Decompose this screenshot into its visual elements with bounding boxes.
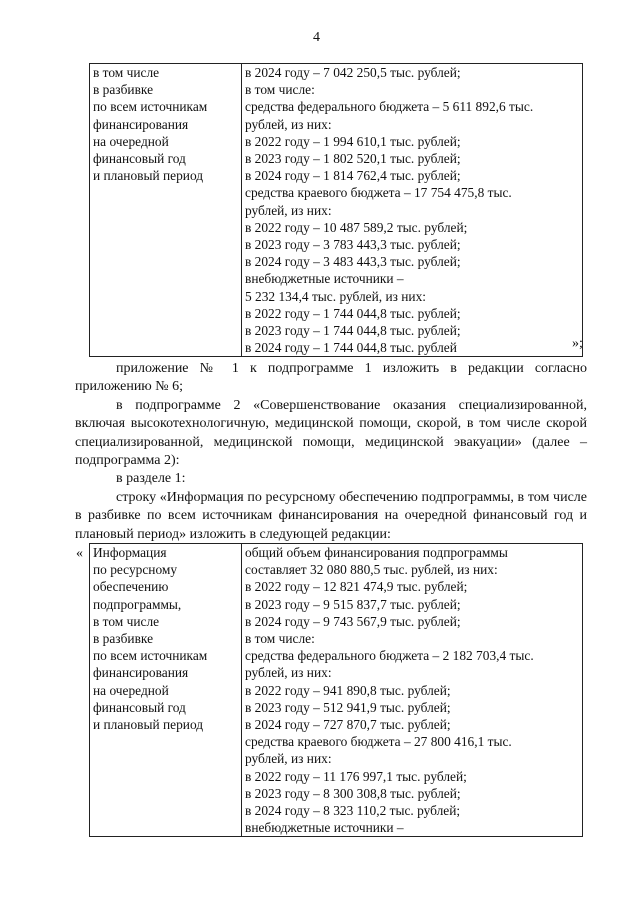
value-line: в 2022 году – 1 744 044,8 тыс. рублей; <box>245 305 461 321</box>
paragraph: в разделе 1: <box>116 471 186 487</box>
value-line: составляет 32 080 880,5 тыс. рублей, из них: <box>245 562 498 578</box>
label-line: финансирования <box>93 116 189 132</box>
value-line: в 2022 году – 941 890,8 тыс. рублей; <box>245 682 451 698</box>
label-line: финансовый год <box>93 151 186 167</box>
label-line: Информация <box>93 545 167 560</box>
table-value-cell <box>242 64 583 357</box>
value-line: рублей, из них: <box>245 665 332 681</box>
label-line: по всем источникам <box>93 648 208 664</box>
value-line: средства федерального бюджета – 5 611 892,6 тыс. <box>245 99 534 115</box>
label-line: в разбивке <box>93 631 154 647</box>
document-body <box>75 360 587 544</box>
value-line: рублей, из них: <box>245 751 332 767</box>
value-line: в 2023 году – 8 300 308,8 тыс. рублей; <box>245 785 461 801</box>
value-line: в 2023 году – 1 802 520,1 тыс. рублей; <box>245 151 461 167</box>
label-line: и плановый период <box>93 717 204 733</box>
label-line: подпрограммы, <box>93 596 182 612</box>
table-row <box>90 64 583 357</box>
opening-quote-mark: « <box>76 546 83 561</box>
value-line: 5 232 134,4 тыс. рублей, из них: <box>245 288 426 304</box>
value-line: в 2023 году – 3 783 443,3 тыс. рублей; <box>245 237 461 253</box>
value-line: в том числе: <box>245 82 315 98</box>
table-row <box>90 544 583 837</box>
value-line: средства краевого бюджета – 27 800 416,1 тыс. <box>245 734 512 750</box>
value-line: в 2024 году – 9 743 567,9 тыс. рублей; <box>245 613 461 629</box>
value-line: внебюджетные источники – <box>245 271 404 287</box>
value-line: в 2022 году – 11 176 997,1 тыс. рублей; <box>245 768 467 784</box>
paragraph: приложение № 1 к подпрограмме 1 изложить в редакции согласно приложению № 6; <box>75 361 587 395</box>
value-line: в 2022 году – 12 821 474,9 тыс. рублей; <box>245 579 468 595</box>
paragraph: строку «Информация по ресурсному обеспечению подпрограммы, в том числе в разбивке по всем источникам финансирования на очередной финансовый год и плановый период» изложить в следующей редакции: <box>75 489 587 542</box>
label-line: финансовый год <box>93 699 186 715</box>
label-line: в том числе <box>93 613 160 629</box>
value-line: в 2024 году – 727 870,7 тыс. рублей; <box>245 717 451 733</box>
value-line: внебюджетные источники – <box>245 820 404 836</box>
value-line: в 2024 году – 1 744 044,8 тыс. рублей <box>245 340 457 356</box>
financing-table <box>89 543 583 837</box>
table-label-cell <box>90 544 242 837</box>
label-line: в разбивке <box>93 82 154 98</box>
value-line: рублей, из них: <box>245 116 332 132</box>
table-label-cell <box>90 64 242 357</box>
label-line: по ресурсному <box>93 562 178 578</box>
value-line: в 2024 году – 8 323 110,2 тыс. рублей; <box>245 803 461 819</box>
closing-quote-mark: »; <box>572 336 583 351</box>
label-line: финансирования <box>93 665 189 681</box>
paragraph: в подпрограмме 2 «Совершенствование оказания специализированной, включая высокотехнологичную, медицинской помощи, скорой, в том числе скорой специализированной, медицинской помощи, медицинской эвакуации» (далее – подпрограмма 2): <box>75 397 587 469</box>
page-number: 4 <box>313 30 320 45</box>
value-line: средства краевого бюджета – 17 754 475,8 тыс. <box>245 185 512 201</box>
value-line: в 2023 году – 512 941,9 тыс. рублей; <box>245 699 451 715</box>
value-line: в 2024 году – 1 814 762,4 тыс. рублей; <box>245 168 461 184</box>
value-line: рублей, из них: <box>245 202 332 218</box>
value-line: общий объем финансирования подпрограммы <box>245 545 508 560</box>
label-line: обеспечению <box>93 579 169 595</box>
value-line: в 2023 году – 1 744 044,8 тыс. рублей; <box>245 323 461 339</box>
financing-table-continued <box>89 63 583 357</box>
value-line: в 2024 году – 3 483 443,3 тыс. рублей; <box>245 254 461 270</box>
label-line: в том числе <box>93 65 160 80</box>
value-line: в 2022 году – 10 487 589,2 тыс. рублей; <box>245 219 468 235</box>
label-line: на очередной <box>93 133 169 149</box>
value-line: в 2023 году – 9 515 837,7 тыс. рублей; <box>245 596 461 612</box>
value-line: в том числе: <box>245 631 315 647</box>
value-line: в 2022 году – 1 994 610,1 тыс. рублей; <box>245 133 461 149</box>
table-value-cell <box>242 544 583 837</box>
label-line: и плановый период <box>93 168 204 184</box>
label-line: по всем источникам <box>93 99 208 115</box>
value-line: средства федерального бюджета – 2 182 703,4 тыс. <box>245 648 534 664</box>
value-line: в 2024 году – 7 042 250,5 тыс. рублей; <box>245 65 461 80</box>
label-line: на очередной <box>93 682 169 698</box>
